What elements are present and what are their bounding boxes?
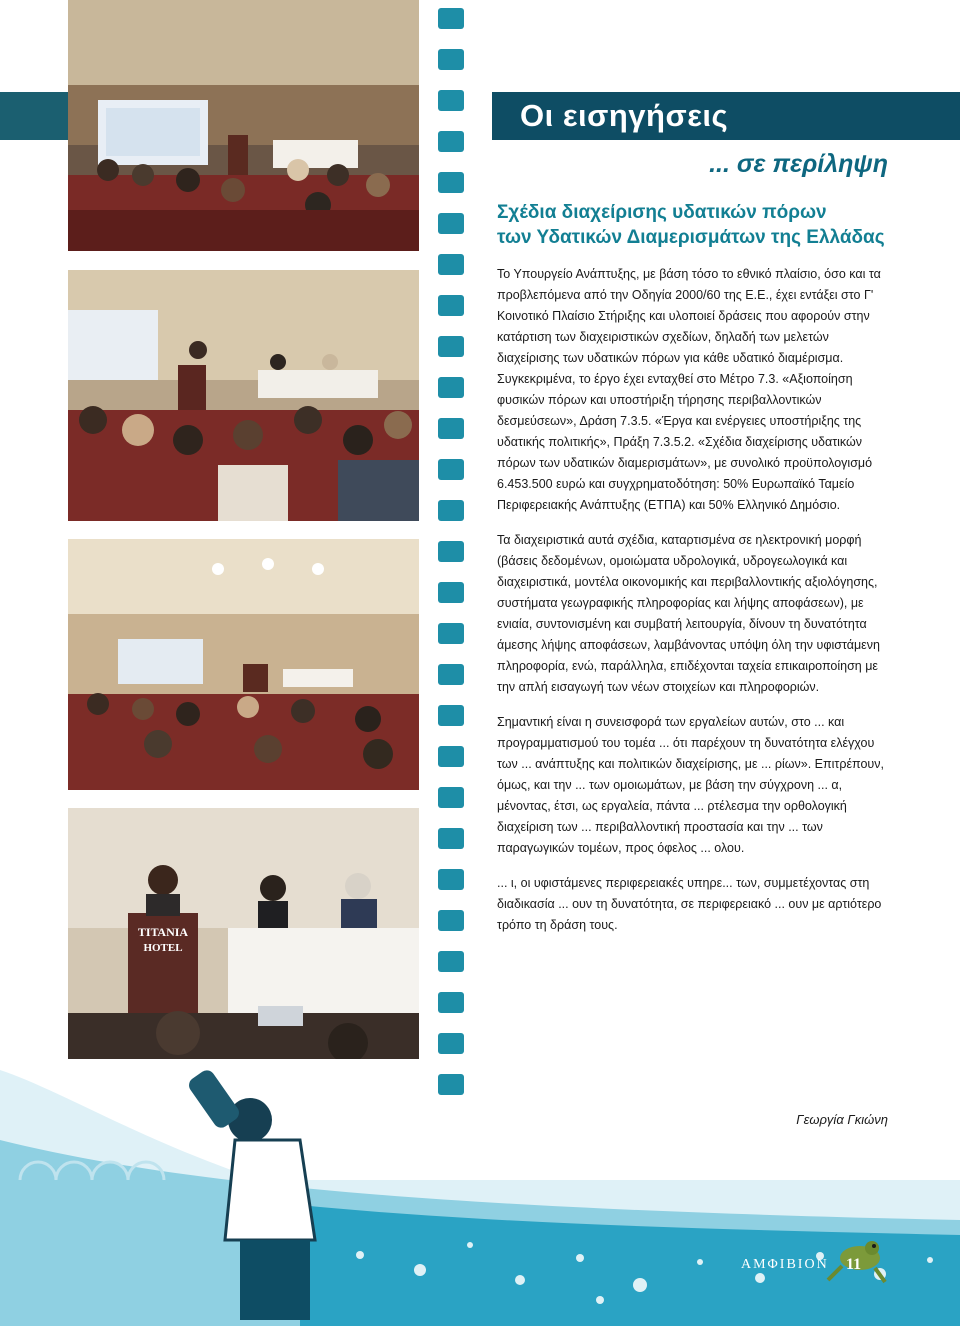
podium-sign-line2: HOTEL	[143, 942, 183, 954]
article-heading-line2: των Υδατικών Διαμερισμάτων της Ελλάδας	[497, 227, 885, 248]
article-paragraph-4: ... ι, οι υφιστάμενες περιφερειακές υπηρε... των, συμμετέχοντας στη διαδικασία ... ουν τη δυνατότητα, σε περιφερειακό ... ουν με αρτιότερο τρόπο τη δράση τους.	[497, 876, 882, 932]
left-accent-band	[0, 92, 68, 140]
podium-sign-line1: ΤΙΤΑΝΙΑ	[137, 925, 189, 939]
article-paragraph-3: Σημαντική είναι η συνεισφορά των εργαλείων αυτών, στο ... και προγραμματισμού του τομέα ... ότι παρέχουν τη δυνατότητα ελέγχου των ... ανάπτυξης και πολιτικών διαχείρισης, με ... ρίων». Επιτρέπουν, όμως, και την ... των ομοιωμάτων, με βάση την σύγχρονη ... α, μένοντας, έτσι, ως εργαλεία, πάντα ... ρτέλεσμα την ορθολογική διαχείριση των ... περιβαλλοντική προστασία και την ... των παραγωγικών τομέων, προς όφελος ... ολου.	[497, 715, 884, 855]
article-body	[497, 200, 892, 950]
film-strip-decoration	[438, 8, 464, 1115]
article-paragraph-1: Το Υπουργείο Ανάπτυξης, με βάση τόσο το εθνικό πλαίσιο, όσο και τα προβλεπόμενα από την Οδηγία 2000/60 της Ε.Ε., έχει εντάξει στο Γ' Κοινοτικό Πλαίσιο Στήριξης και υλοποιεί δράσεις που αφορούν στην κατάρτιση των διαχειριστικών σχεδίων, δηλαδή των μελετών διαχείρισης των υδατικών πόρων για κάθε υδατικό διαμέρισμα. Συγκεκριμένα, το έργο έχει ενταχθεί στο Μέτρο 7.3. «Αξιοποίηση φυσικών πόρων και υποστήριξη τήρησης περιβαλλοντικών δεσμεύσεων», Δράση 7.3.5. «Έργα και ενέργειες υποστήριξης της υδατικής πολιτικής», Πράξη 7.3.5.2. «Σχέδια διαχείρισης υδατικών πόρων των υδατικών διαμερισμάτων», με συνολικό προϋπολογισμό 6.453.500 ευρώ και συγχρηματοδότηση: 50% Ευρωπαϊκό Ταμείο Περιφερειακής Ανάπτυξης (ΕΤΠΑ) και 50% Ελληνικό Δημόσιο.	[497, 267, 881, 512]
article-paragraph-2: Τα διαχειριστικά αυτά σχέδια, καταρτισμένα σε ηλεκτρονική μορφή (βάσεις δεδομένων, ομοιώματα υδρολογικά, υδρογεωλογικά και διαχειριστικά, μοντέλα οικονομικής και περιβαλλοντικής αξιολόγησης, συστήματα γεωγραφικής πληροφορίας και λήψης αποφάσεων), με ενιαία, συντονισμένη και συμβατή λειτουργία, δίνουν τη δυνατότητα άμεσης λήψης αποφάσεων, λαμβάνοντας υπόψη όλη την υφιστάμενη πληροφορία, ενώ, παράλληλα, επιδέχονται ταχεία επικαιροποίηση με την απλή εισαγωγή των νέων στοιχείων και πληροφοριών.	[497, 533, 880, 694]
bottom-decoration	[0, 1030, 960, 1326]
conference-photo-2	[68, 270, 419, 521]
article-author: Γεωργία Γκιώνη	[796, 1112, 888, 1127]
article-heading-line1: Σχέδια διαχείρισης υδατικών πόρων	[497, 202, 827, 223]
page-number: 11	[846, 1256, 862, 1273]
article-heading	[497, 200, 892, 250]
section-title: Οι εισηγήσεις	[520, 98, 729, 133]
conference-photo-1	[68, 0, 419, 251]
conference-photo-3	[68, 539, 419, 790]
section-banner	[492, 92, 960, 140]
conference-photo-4	[68, 808, 419, 1059]
section-subtitle: ... σε περίληψη	[709, 150, 888, 178]
magazine-brand: ΑΜΦΙΒΙΟΝ	[741, 1257, 829, 1272]
